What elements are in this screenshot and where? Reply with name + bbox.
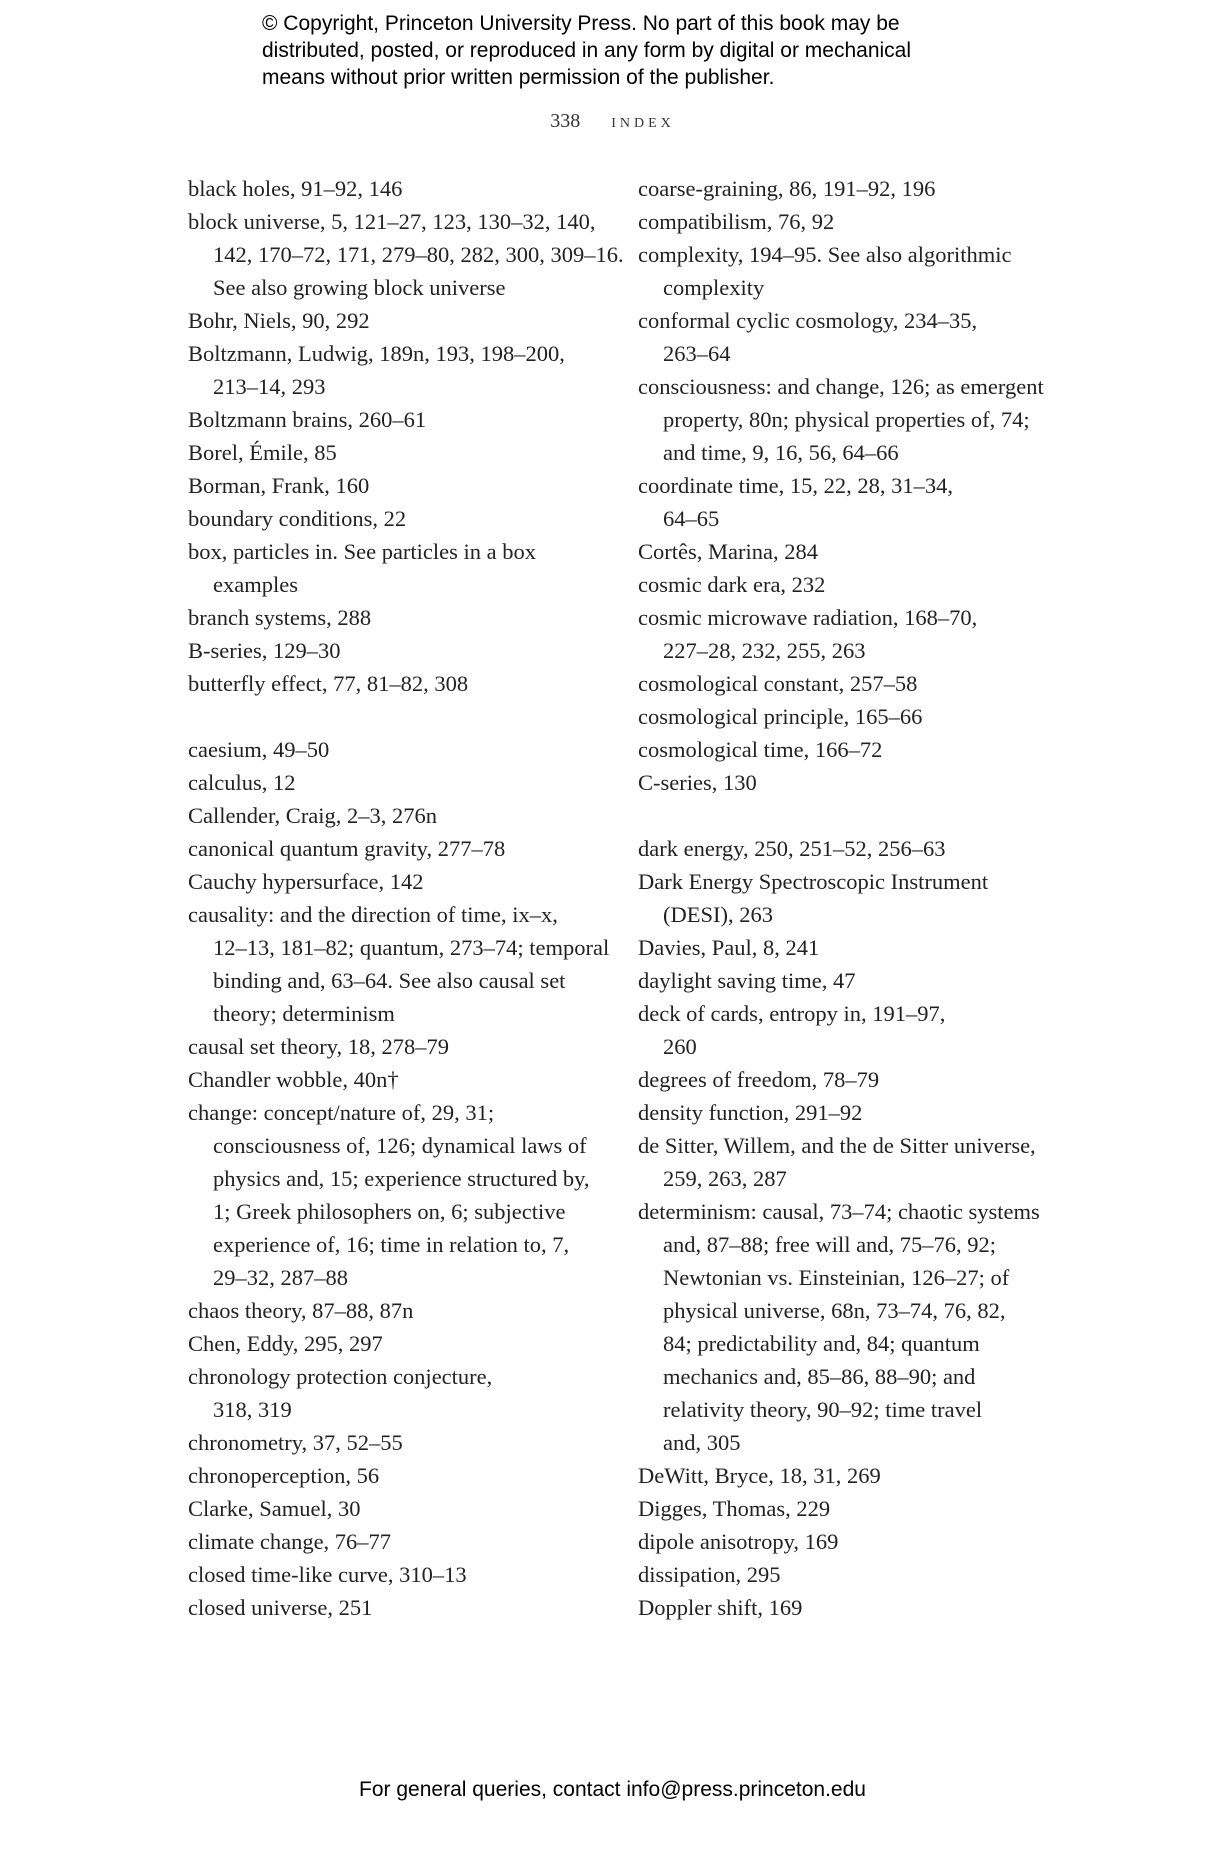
index-entry-continuation: 84; predictability and, 84; quantum [663,1331,980,1356]
index-entry-line: change: concept/nature of, 29, 31; [188,1100,495,1125]
running-head [0,110,1225,133]
index-entry [188,1327,608,1360]
index-entry [638,766,1058,799]
index-entry-line: density function, 291–92 [638,1100,863,1125]
index-entry-line: chronoperception, 56 [188,1463,380,1488]
index-entry-line: dark energy, 250, 251–52, 256–63 [638,836,946,861]
index-entry-line: boundary conditions, 22 [188,506,407,531]
index-entry-continuation: theory; determinism [213,1001,395,1026]
index-entry-line: coordinate time, 15, 22, 28, 31–34, [638,473,953,498]
index-entry-line: consciousness: and change, 126; as emergent [638,374,1044,399]
index-entry [638,1195,1058,1459]
copyright-notice [262,10,1022,91]
index-entry [188,535,608,601]
index-entry-line: causality: and the direction of time, ix–x, [188,902,558,927]
index-entry [638,997,1058,1063]
index-entry-continuation: 213–14, 293 [213,374,326,399]
letter-group-gap [638,799,1058,832]
index-entry-continuation: 259, 263, 287 [663,1166,787,1191]
index-entry-line: Davies, Paul, 8, 241 [638,935,820,960]
index-entry-continuation: Newtonian vs. Einsteinian, 126–27; of [663,1265,1010,1290]
index-entry-continuation: examples [213,572,298,597]
index-entry [188,403,608,436]
index-entry-continuation: (DESI), 263 [663,902,773,927]
index-entry-line: caesium, 49–50 [188,737,330,762]
index-entry [638,1492,1058,1525]
index-entry [188,898,608,1030]
index-entry-line: daylight saving time, 47 [638,968,856,993]
index-entry [638,700,1058,733]
index-entry [188,601,608,634]
index-entry-line: canonical quantum gravity, 277–78 [188,836,506,861]
index-entry-continuation: relativity theory, 90–92; time travel [663,1397,983,1422]
index-column-left [188,172,624,1624]
index-entry-line: box, particles in. See particles in a box [188,539,537,564]
index-entry-line: closed universe, 251 [188,1595,373,1620]
index-entry [638,931,1058,964]
index-entry-line: Digges, Thomas, 229 [638,1496,831,1521]
index-entry-line: climate change, 76–77 [188,1529,392,1554]
index-entry-line: coarse-graining, 86, 191–92, 196 [638,176,936,201]
copyright-line: distributed, posted, or reproduced in any form by digital or mechanical [262,39,912,62]
index-entry [188,832,608,865]
index-entry-continuation: physical universe, 68n, 73–74, 76, 82, [663,1298,1006,1323]
index-entry [638,304,1058,370]
index-entry [188,1525,608,1558]
index-entry [638,964,1058,997]
index-entry [638,1129,1058,1195]
index-entry-line: dipole anisotropy, 169 [638,1529,839,1554]
index-entry-line: cosmic microwave radiation, 168–70, [638,605,978,630]
index-entry [638,1525,1058,1558]
index-entry-line: Callender, Craig, 2–3, 276n [188,803,438,828]
letter-group-gap [188,700,608,733]
index-entry [638,205,1058,238]
index-entry [188,733,608,766]
index-entry-continuation: and, 305 [663,1430,741,1455]
index-entry-line: black holes, 91–92, 146 [188,176,403,201]
index-entry-line: Cauchy hypersurface, 142 [188,869,424,894]
index-entry-line: Boltzmann brains, 260–61 [188,407,427,432]
index-entry [188,1360,608,1426]
index-entry-continuation: 263–64 [663,341,731,366]
index-entry-line: cosmological principle, 165–66 [638,704,923,729]
index-entry-continuation: 318, 319 [213,1397,292,1422]
index-entry [638,1591,1058,1624]
index-entry-continuation: See also growing block universe [213,275,506,300]
index-entry-line: Clarke, Samuel, 30 [188,1496,361,1521]
index-entry [188,469,608,502]
index-entry-line: Cortês, Marina, 284 [638,539,818,564]
index-entry [638,1558,1058,1591]
index-entry-continuation: physics and, 15; experience structured by, [213,1166,590,1191]
index-entry [188,634,608,667]
index-entry [188,172,608,205]
index-entry [188,766,608,799]
index-entry [638,469,1058,535]
index-entry [638,667,1058,700]
index-entry-line: cosmic dark era, 232 [638,572,826,597]
copyright-line: © Copyright, Princeton University Press. No part of this book may be [262,12,900,35]
index-entry-line: compatibilism, 76, 92 [638,209,835,234]
index-entry-line: Doppler shift, 169 [638,1595,803,1620]
index-entry [638,832,1058,865]
index-entry-line: de Sitter, Willem, and the de Sitter universe, [638,1133,1036,1158]
index-entry [188,337,608,403]
index-entry-line: block universe, 5, 121–27, 123, 130–32, 140, [188,209,596,234]
index-entry [188,1096,608,1294]
index-entry-continuation: and time, 9, 16, 56, 64–66 [663,440,899,465]
index-entry [638,601,1058,667]
index-entry-line: C-series, 130 [638,770,757,795]
index-entry [188,436,608,469]
index-entry-line: B-series, 129–30 [188,638,341,663]
index-entry [188,502,608,535]
index-entry-continuation: mechanics and, 85–86, 88–90; and [663,1364,976,1389]
index-entry [188,1063,608,1096]
index-entry-line: Borman, Frank, 160 [188,473,370,498]
index-entry [188,1294,608,1327]
index-entry-line: determinism: causal, 73–74; chaotic systems [638,1199,1040,1224]
index-entry-line: causal set theory, 18, 278–79 [188,1034,449,1059]
index-entry-line: DeWitt, Bryce, 18, 31, 269 [638,1463,881,1488]
index-entry [188,865,608,898]
index-entry [638,1096,1058,1129]
index-entry-line: degrees of freedom, 78–79 [638,1067,880,1092]
index-entry-continuation: 227–28, 232, 255, 263 [663,638,866,663]
index-entry [638,568,1058,601]
index-entry-continuation: 142, 170–72, 171, 279–80, 282, 300, 309–16. [213,242,624,267]
index-entry [638,1459,1058,1492]
index-entry [188,1558,608,1591]
index-entry-line: Bohr, Niels, 90, 292 [188,308,370,333]
index-entry [188,799,608,832]
index-entry-continuation: and, 87–88; free will and, 75–76, 92; [663,1232,997,1257]
index-entry-continuation: 12–13, 181–82; quantum, 273–74; temporal [213,935,610,960]
index-entry [638,238,1058,304]
index-entry-line: chronology protection conjecture, [188,1364,493,1389]
index-entry-continuation: 260 [663,1034,697,1059]
page-number: 338 [550,110,581,132]
index-entry [188,1030,608,1063]
index-entry-line: chronometry, 37, 52–55 [188,1430,403,1455]
index-entry [638,1063,1058,1096]
index-entry-line: calculus, 12 [188,770,296,795]
index-entry [638,535,1058,568]
page-title: index [611,110,675,132]
index-entry [638,733,1058,766]
index-entry [188,304,608,337]
index-entry-continuation: binding and, 63–64. See also causal set [213,968,566,993]
index-entry [638,370,1058,469]
index-entry-continuation: complexity [663,275,765,300]
index-entry-line: cosmological time, 166–72 [638,737,883,762]
index-entry-line: cosmological constant, 257–58 [638,671,918,696]
index-entry [188,205,624,304]
index-entry-line: chaos theory, 87–88, 87n [188,1298,414,1323]
index-entry-line: closed time-like curve, 310–13 [188,1562,467,1587]
index-entry-continuation: property, 80n; physical properties of, 74; [663,407,1030,432]
index-entry-continuation: 1; Greek philosophers on, 6; subjective [213,1199,566,1224]
index-entry-line: Borel, Émile, 85 [188,440,337,465]
index-entry-line: branch systems, 288 [188,605,372,630]
copyright-line: means without prior written permission of the publisher. [262,66,775,89]
index-entry [638,172,1058,205]
index-entry [188,1492,608,1525]
index-entry-line: Boltzmann, Ludwig, 189n, 193, 198–200, [188,341,565,366]
index-entry-line: butterfly effect, 77, 81–82, 308 [188,671,469,696]
index-entry-line: dissipation, 295 [638,1562,781,1587]
index-column-right [638,172,1058,1624]
index-entry-line: Dark Energy Spectroscopic Instrument [638,869,989,894]
index-entry-line: conformal cyclic cosmology, 234–35, [638,308,978,333]
index-entry-line: Chen, Eddy, 295, 297 [188,1331,383,1356]
index-entry-continuation: 29–32, 287–88 [213,1265,348,1290]
index-entry-continuation: experience of, 16; time in relation to, 7, [213,1232,570,1257]
index-entry-continuation: 64–65 [663,506,720,531]
index-entry [638,865,1058,931]
index-entry [188,1426,608,1459]
index-entry [188,1591,608,1624]
index-entry [188,1459,608,1492]
index-entry-continuation: consciousness of, 126; dynamical laws of [213,1133,587,1158]
index-entry-line: deck of cards, entropy in, 191–97, [638,1001,946,1026]
index-entry [188,667,608,700]
index-entry-line: Chandler wobble, 40n† [188,1067,399,1092]
index-entry-line: complexity, 194–95. See also algorithmic [638,242,1012,267]
footer-contact: For general queries, contact info@press.princeton.edu [359,1778,866,1801]
